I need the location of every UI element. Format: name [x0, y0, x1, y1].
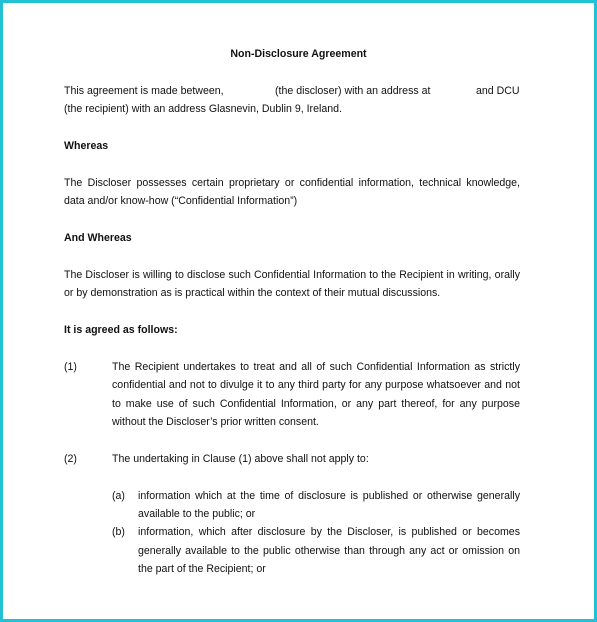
clause-2-number: (2)	[64, 453, 77, 465]
clause-2a-line-1: information which at the time of disclosure is published or otherwise generally	[138, 490, 520, 502]
whereas-heading: Whereas	[64, 140, 109, 152]
and-whereas-heading: And Whereas	[64, 232, 132, 244]
clause-2b-letter: (b)	[112, 526, 125, 538]
clause-1-line-1: The Recipient undertakes to treat and all of such Confidential Information as strictly	[112, 361, 520, 373]
intro-line-1-part-b: (the discloser) with an address at	[275, 85, 431, 97]
clause-2a-line-2: available to the public; or	[138, 508, 256, 520]
clause-1-line-2: confidential and not to divulge it to any third party for any purpose whatsoever and not	[112, 379, 520, 391]
agreed-heading: It is agreed as follows:	[64, 324, 178, 336]
clause-1-number: (1)	[64, 361, 77, 373]
intro-line-1-part-c: and DCU	[476, 85, 520, 97]
clause-2-text: The undertaking in Clause (1) above shall not apply to:	[112, 453, 369, 465]
clause-2b-line-3: the part of the Recipient; or	[138, 563, 266, 575]
intro-line-2: (the recipient) with an address Glasnevin, Dublin 9, Ireland.	[64, 103, 342, 115]
document-title: Non-Disclosure Agreement	[230, 48, 367, 60]
clause-1-line-4: without the Discloser’s prior written consent.	[112, 416, 319, 428]
and-whereas-text-line-2: or by demonstration as is practical within the context of their mutual discussions.	[64, 287, 441, 299]
clause-1-line-3: to make use of such Confidential Information, or any part thereof, for any purpose	[112, 398, 520, 410]
whereas-text-line-2: data and/or know-how (“Confidential Information”)	[64, 195, 298, 207]
clause-2b-line-1: information, which after disclosure by the Discloser, is published or becomes	[138, 526, 520, 538]
intro-line-1-part-a: This agreement is made between,	[64, 85, 224, 97]
clause-2a-letter: (a)	[112, 490, 125, 502]
and-whereas-text-line-1: The Discloser is willing to disclose such Confidential Information to the Recipient in writing, orally	[64, 269, 520, 281]
whereas-text-line-1: The Discloser possesses certain proprietary or confidential information, technical knowledge,	[64, 177, 520, 189]
clause-2b-line-2: generally available to the public otherwise than through any act or omission on	[138, 545, 520, 557]
